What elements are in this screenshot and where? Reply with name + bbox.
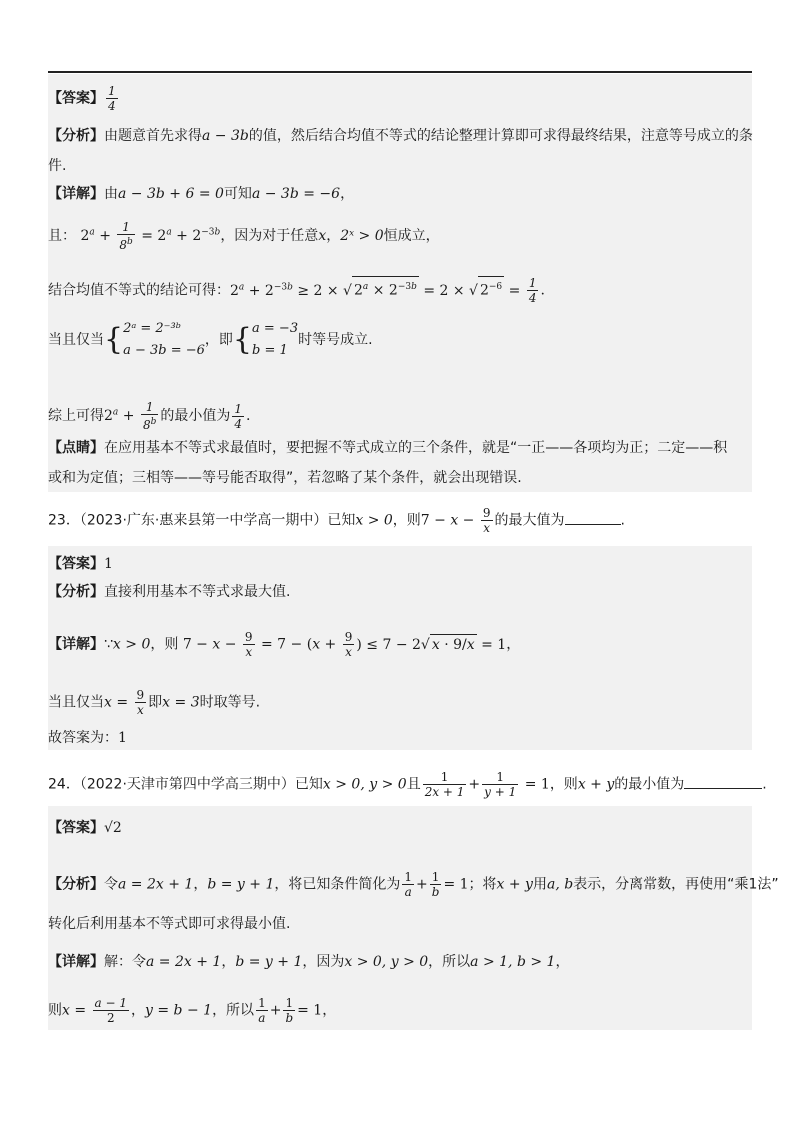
q22-comment-line-1: 【点睛】在应用基本不等式求最值时，要把握不等式成立的三个条件，就是“一正——各项均为正；二定——积 bbox=[48, 440, 728, 456]
q23-answer-line: 【答案】1 bbox=[48, 556, 113, 572]
q22-analysis-line: 【分析】由题意首先求得a − 3b的值，然后结合均值不等式的结论整理计算即可求得最终结果，注意等号成立的条 bbox=[48, 128, 753, 144]
q24-answer-line: 【答案】√2 bbox=[48, 820, 122, 836]
q24-detail-line-2: 则x = $\frac{a - 1}{2}$ ，y = b − 1，所以 $\frac{1}{a}$ + $\frac{1}{b}$ = 1， bbox=[48, 996, 337, 1025]
q22-inequality: $2^a + 2^{-3b} \ge 2$ × √ $2^a \times 2^{-3b} = 2$ × √ $2^{-6}$ = bbox=[230, 283, 525, 299]
q23-analysis-line: 【分析】直接利用基本不等式求最大值. bbox=[48, 584, 291, 600]
answer-label: 【答案】 bbox=[48, 90, 104, 107]
q22-detail-line-1: 【详解】由a − 3b + 6 = 0可知a − 3b = −6， bbox=[48, 186, 355, 202]
q22-cases-2: a = −3 b = 1 bbox=[252, 321, 299, 358]
q23-answer-blank bbox=[565, 510, 621, 525]
q22-detail-line-2: 且： $2^a$ + $\frac{1}{8^b}$ = $2^a + 2^{-3b}$，因为对于任意x，2ˣ > 0恒成立， bbox=[48, 220, 440, 252]
header-rule bbox=[48, 71, 752, 73]
q23-detail-line-2: 当且仅当x = $\frac{9}{x}$ 即x = 3时取等号. bbox=[48, 688, 261, 717]
q24-stem: 24．（2022·天津市第四中学高三期中）已知x > 0, y > 0且 $\frac{1}{2x + 1}$ + $\frac{1}{y + 1}$ = 1，则x + y的最小值为 . bbox=[48, 770, 767, 799]
q23-stem: 23．（2023·广东·惠来县第一中学高一期中）已知x > 0，则7 − x − $\frac{9}{x}$ 的最大值为 . bbox=[48, 506, 625, 535]
q23-detail-line-3: 故答案为：1 bbox=[48, 730, 127, 746]
q24-answer-blank bbox=[684, 774, 762, 789]
q22-detail-line-5: 综上可得$2^a$ + $\frac{1}{8^b}$ 的最小值为 $\frac{1}{4}$ . bbox=[48, 400, 251, 432]
analysis-label: 【分析】 bbox=[48, 128, 104, 144]
q24-analysis-line-2: 转化后利用基本不等式即可求得最小值. bbox=[48, 916, 291, 932]
q22-analysis-line-2: 件. bbox=[48, 158, 67, 174]
q22-detail-line-4: 当且仅当{ 2ᵃ = 2⁻³ᵇ a − 3b = −6 ，即{ a = −3 b = 1 时等号成立. bbox=[48, 318, 373, 362]
q23-detail-line-1: 【详解】∵x > 0，则 7 − x − $\frac{9}{x}$ = 7 − (x + $\frac{9}{x}$ ) ≤ 7 − 2√ x · 9/x = 1， bbox=[48, 630, 521, 659]
q22-cases-1: 2ᵃ = 2⁻³ᵇ a − 3b = −6 bbox=[123, 321, 205, 358]
q23-inequality: 7 − x − bbox=[182, 636, 241, 653]
q22-answer-line bbox=[48, 84, 120, 113]
q22-answer-fraction: $\frac{1}{4}$ bbox=[108, 84, 116, 113]
detail-label: 【详解】 bbox=[48, 186, 104, 202]
q22-expression: $2^a$ + bbox=[80, 227, 116, 244]
comment-label: 【点睛】 bbox=[48, 440, 104, 456]
q24-analysis-line-1: 【分析】令a = 2x + 1，b = y + 1，将已知条件简化为 $\frac{1}{a}$ + $\frac{1}{b}$ = 1；将x + y用a, b表示，分离常数，再使用“乘1法” bbox=[48, 870, 779, 899]
q24-detail-line-1: 【详解】解：令a = 2x + 1，b = y + 1，因为x > 0, y > 0，所以a > 1, b > 1， bbox=[48, 954, 570, 970]
q22-comment-line-2: 或和为定值；三相等——等号能否取得”，若忽略了某个条件，就会出现错误. bbox=[48, 470, 522, 486]
q22-detail-line-3: 结合均值不等式的结论可得：$2^a + 2^{-3b} \ge 2$ × √ $2^a \times 2^{-3b} = 2$ × √ $2^{-6}$ = $\frac{1}{4}$ . bbox=[48, 276, 545, 306]
